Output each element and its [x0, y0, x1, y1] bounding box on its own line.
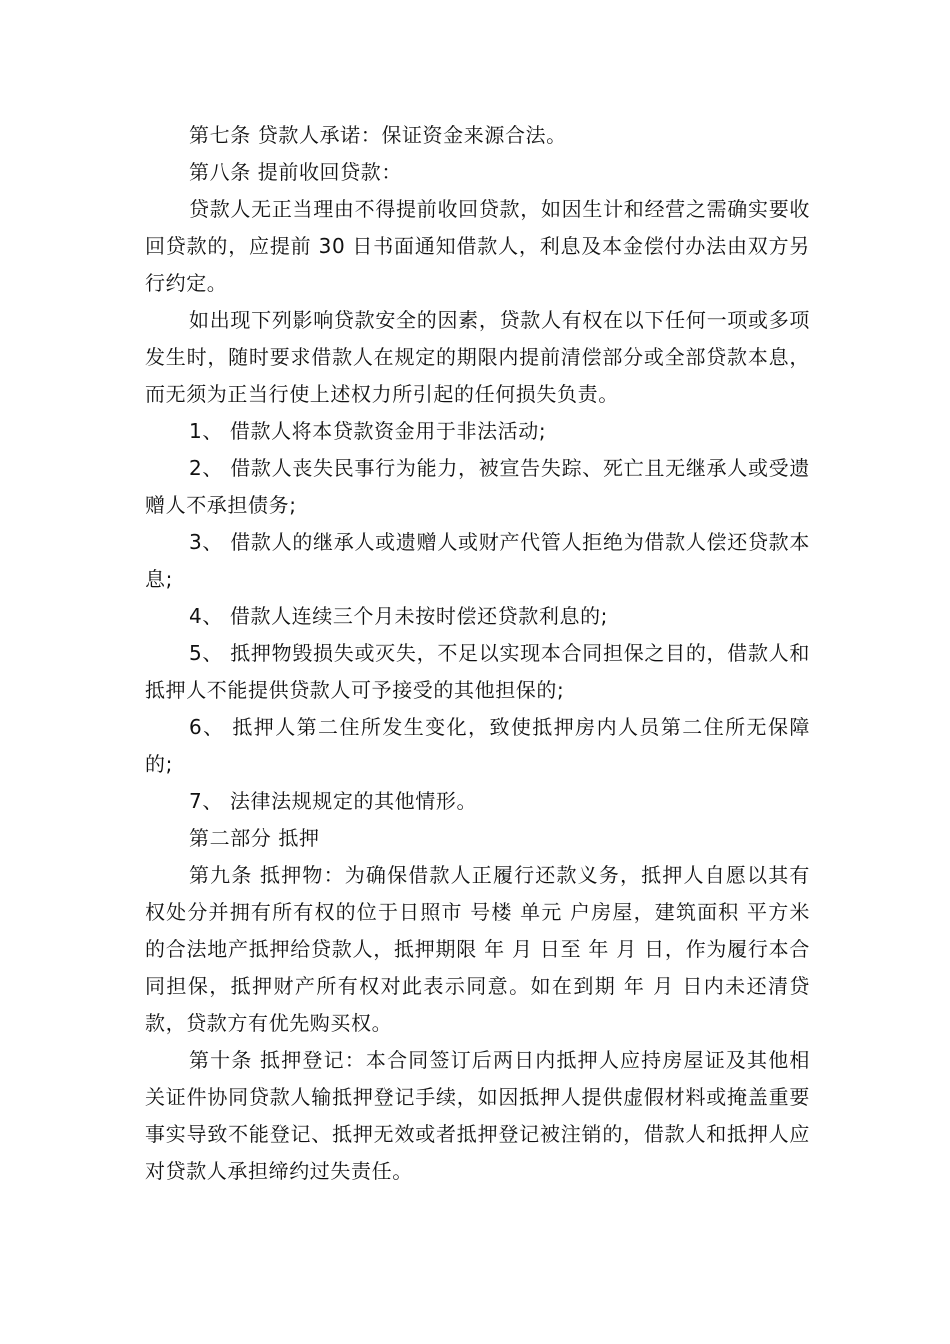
list-item-6: 6、 抵押人第二住所发生变化，致使抵押房内人员第二住所无保障的; — [145, 715, 810, 776]
article-8-heading: 第八条 提前收回贷款： — [189, 160, 402, 184]
document-body — [145, 117, 810, 1190]
list-item-3: 3、 借款人的继承人或遗赠人或财产代管人拒绝为借款人偿还贷款本息; — [145, 530, 810, 591]
article-7: 第七条 贷款人承诺：保证资金来源合法。 — [189, 123, 567, 147]
article-8-paragraph-1: 贷款人无正当理由不得提前收回贷款，如因生计和经营之需确实要收回贷款的，应提前 30 日书面通知借款人，利息及本金偿付办法由双方另行约定。 — [145, 197, 810, 295]
list-item-2: 2、 借款人丧失民事行为能力，被宣告失踪、死亡且无继承人或受遗赠人不承担债务; — [145, 456, 810, 517]
part-2-heading: 第二部分 抵押 — [189, 826, 320, 850]
list-item-4: 4、 借款人连续三个月未按时偿还贷款利息的; — [189, 604, 609, 628]
article-8-paragraph-2: 如出现下列影响贷款安全的因素，贷款人有权在以下任何一项或多项发生时，随时要求借款人在规定的期限内提前清偿部分或全部贷款本息，而无须为正当行使上述权力所引起的任何损失负责。 — [145, 308, 810, 406]
list-item-5: 5、 抵押物毁损失或灭失，不足以实现本合同担保之目的，借款人和抵押人不能提供贷款人可予接受的其他担保的; — [145, 641, 810, 702]
article-10: 第十条 抵押登记：本合同签订后两日内抵押人应持房屋证及其他相关证件协同贷款人输抵押登记手续，如因抵押人提供虚假材料或掩盖重要事实导致不能登记、抵押无效或者抵押登记被注销的，借款人和抵押人应对贷款人承担缔约过失责任。 — [145, 1048, 810, 1183]
list-item-7: 7、 法律法规规定的其他情形。 — [189, 789, 478, 813]
article-9: 第九条 抵押物：为确保借款人正履行还款义务，抵押人自愿以其有权处分并拥有所有权的位于日照市 号楼 单元 户房屋，建筑面积 平方米的合法地产抵押给贷款人，抵押期限 年 月 日至 年 月 日，作为履行本合同担保，抵押财产所有权对此表示同意。如在到期 年 月 日内未还清贷款，贷款方有优先购买权。 — [145, 863, 810, 1035]
list-item-1: 1、 借款人将本贷款资金用于非法活动; — [189, 419, 547, 443]
